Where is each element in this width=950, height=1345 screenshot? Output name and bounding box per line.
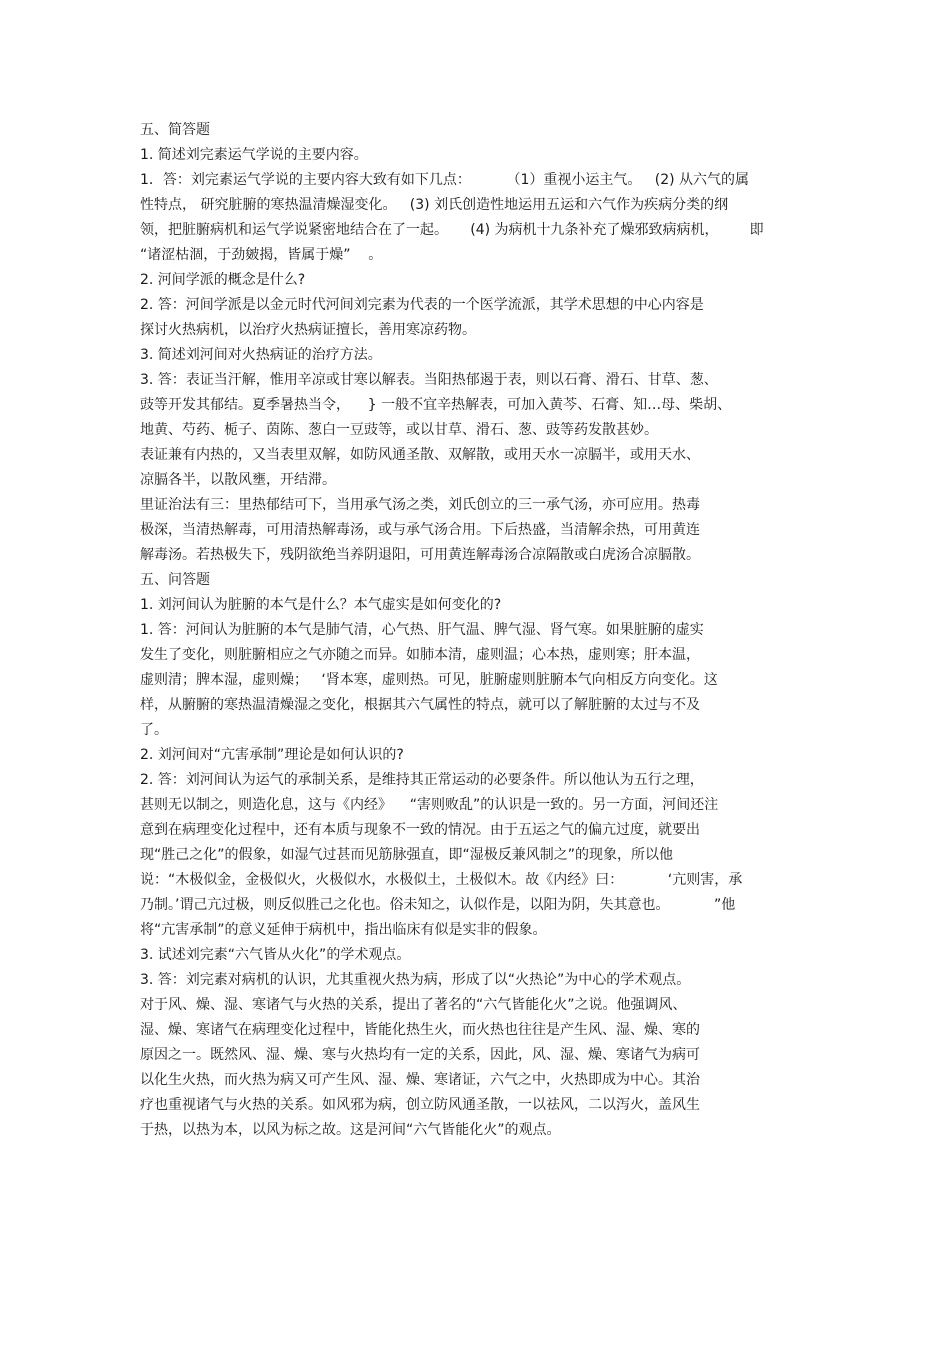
answer-line: 说：“木极似金，金极似火，火极似水，水极似土，土极似木。故《内经》曰： ‘亢则害，承 <box>140 872 743 888</box>
answer-line: 极深，当清热解毒，可用清热解毒汤，或与承气汤合用。下后热盛，当清解余热，可用黄连 <box>140 522 700 538</box>
answer-line: 1．答：刘完素运气学说的主要内容大致有如下几点： （1）重视小运主气。 (2) 从六气的属 <box>140 172 750 188</box>
question-2: 2. 刘河间对“亢害承制”理论是如何认识的? <box>140 747 404 763</box>
answer-line: 领，把脏腑病机和运气学说紧密地结合在了一起。 (4) 为病机十九条补充了燥邪致病病机， 即 <box>140 222 764 238</box>
question-3: 3. 试述刘完素“六气皆从火化”的学术观点。 <box>140 947 411 963</box>
answer-line: 2. 答：刘河间认为运气的承制关系，是维持其正常运动的必要条件。所以他认为五行之理， <box>140 772 704 788</box>
answer-line: 地黄、芍药、栀子、茵陈、葱白一豆豉等，或以甘草、滑石、葱、豉等药发散甚妙。 <box>140 422 658 438</box>
answer-line: 1. 答：河间认为脏腑的本气是肺气清，心气热、肝气温、脾气湿、肾气寒。如果脏腑的虚实 <box>140 622 704 638</box>
answer-line: 湿、燥、寒诸气在病理变化过程中，皆能化热生火，而火热也往往是产生风、湿、燥、寒的 <box>140 1022 700 1038</box>
answer-line: 以化生火热，而火热为病又可产生风、湿、燥、寒诸证，六气之中，火热即成为中心。其治 <box>140 1072 700 1088</box>
answer-line: 乃制。’谓己亢过极，则反似胜己之化也。俗未知之，认似作是，以阳为阴，失其意也。 ”他 <box>140 897 736 913</box>
question-1: 1. 刘河间认为脏腑的本气是什么？本气虚实是如何变化的? <box>140 597 502 613</box>
question-1: 1. 简述刘完素运气学说的主要内容。 <box>140 147 368 163</box>
answer-line: 对于风、燥、湿、寒诸气与火热的关系，提出了著名的“六气皆能化火”之说。他强调风、 <box>140 997 687 1013</box>
answer-line: 发生了变化，则脏腑相应之气亦随之而异。如肺本清，虚则温；心本热，虚则寒；肝本温， <box>140 647 700 663</box>
answer-line: 表证兼有内热的，又当表里双解，如防风通圣散、双解散，或用天水一凉膈半，或用天水、 <box>140 447 700 463</box>
question-2: 2. 河间学派的概念是什么? <box>140 272 306 288</box>
answer-line: 2. 答：河间学派是以金元时代河间刘完素为代表的一个医学流派，其学术思想的中心内容是 <box>140 297 704 313</box>
answer-line: 虚则清；脾本湿，虚则燥； ‘肾本寒，虚则热。可见，脏腑虚则脏腑本气向相反方向变化。这 <box>140 672 718 688</box>
answer-line: 里证治法有三：里热郁结可下，当用承气汤之类，刘氏创立的三一承气汤，亦可应用。热毒 <box>140 497 700 513</box>
section-heading-essay: 五、问答题 <box>140 572 210 588</box>
answer-line: 意到在病理变化过程中，还有本质与现象不一致的情况。由于五运之气的偏亢过度，就要出 <box>140 822 700 838</box>
answer-line: 凉膈各半，以散风壅，开结滞。 <box>140 472 336 488</box>
answer-line: 解毒汤。若热极失下，残阴欲绝当养阴退阳，可用黄连解毒汤合凉隔散或白虎汤合凉膈散。 <box>140 547 700 563</box>
answer-line: 现“胜己之化”的假象，如湿气过甚而见筋脉强直，即“湿极反兼风制之”的现象，所以他 <box>140 847 674 863</box>
answer-line: “诸涩枯涸，于劲皴揭，皆属于燥” 。 <box>140 247 383 263</box>
section-heading-short-answer: 五、简答题 <box>140 122 210 138</box>
answer-line: 3. 答：表证当汗解，惟用辛凉或甘寒以解表。当阳热郁遏于表，则以石膏、滑石、甘草、葱、 <box>140 372 718 388</box>
answer-line: 于热，以热为本，以风为标之故。这是河间“六气皆能化火”的观点。 <box>140 1122 561 1138</box>
answer-line: 甚则无以制之，则造化息，这与《内经》 “害则败乱”的认识是一致的。另一方面，河间还注 <box>140 797 719 813</box>
answer-line: 豉等开发其郁结。夏季暑热当令， } 一般不宜辛热解表，可加入黄芩、石膏、知…母、柴胡、 <box>140 397 732 413</box>
answer-line: 样，从腑腑的寒热温清燥湿之变化，根据其六气属性的特点，就可以了解脏腑的太过与不及 <box>140 697 700 713</box>
answer-line: 3. 答：刘完素对病机的认识，尤其重视火热为病，形成了以“火热论”为中心的学术观点。 <box>140 972 691 988</box>
answer-line: 性特点， 研究脏腑的寒热温清燥湿变化。 (3) 刘氏创造性地运用五运和六气作为疾病分类的纲 <box>140 197 729 213</box>
answer-line: 探讨火热病机，以治疗火热病证擅长，善用寒凉药物。 <box>140 322 476 338</box>
answer-line: 疗也重视诸气与火热的关系。如风邪为病，创立防风通圣散，一以祛风，二以泻火，盖风生 <box>140 1097 700 1113</box>
answer-line: 原因之一。既然风、湿、燥、寒与火热均有一定的关系，因此，风、湿、燥、寒诸气为病可 <box>140 1047 700 1063</box>
answer-line: 将“亢害承制”的意义延伸于病机中，指出临床有似是实非的假象。 <box>140 922 547 938</box>
answer-line: 了。 <box>140 722 168 738</box>
question-3: 3. 简述刘河间对火热病证的治疗方法。 <box>140 347 382 363</box>
